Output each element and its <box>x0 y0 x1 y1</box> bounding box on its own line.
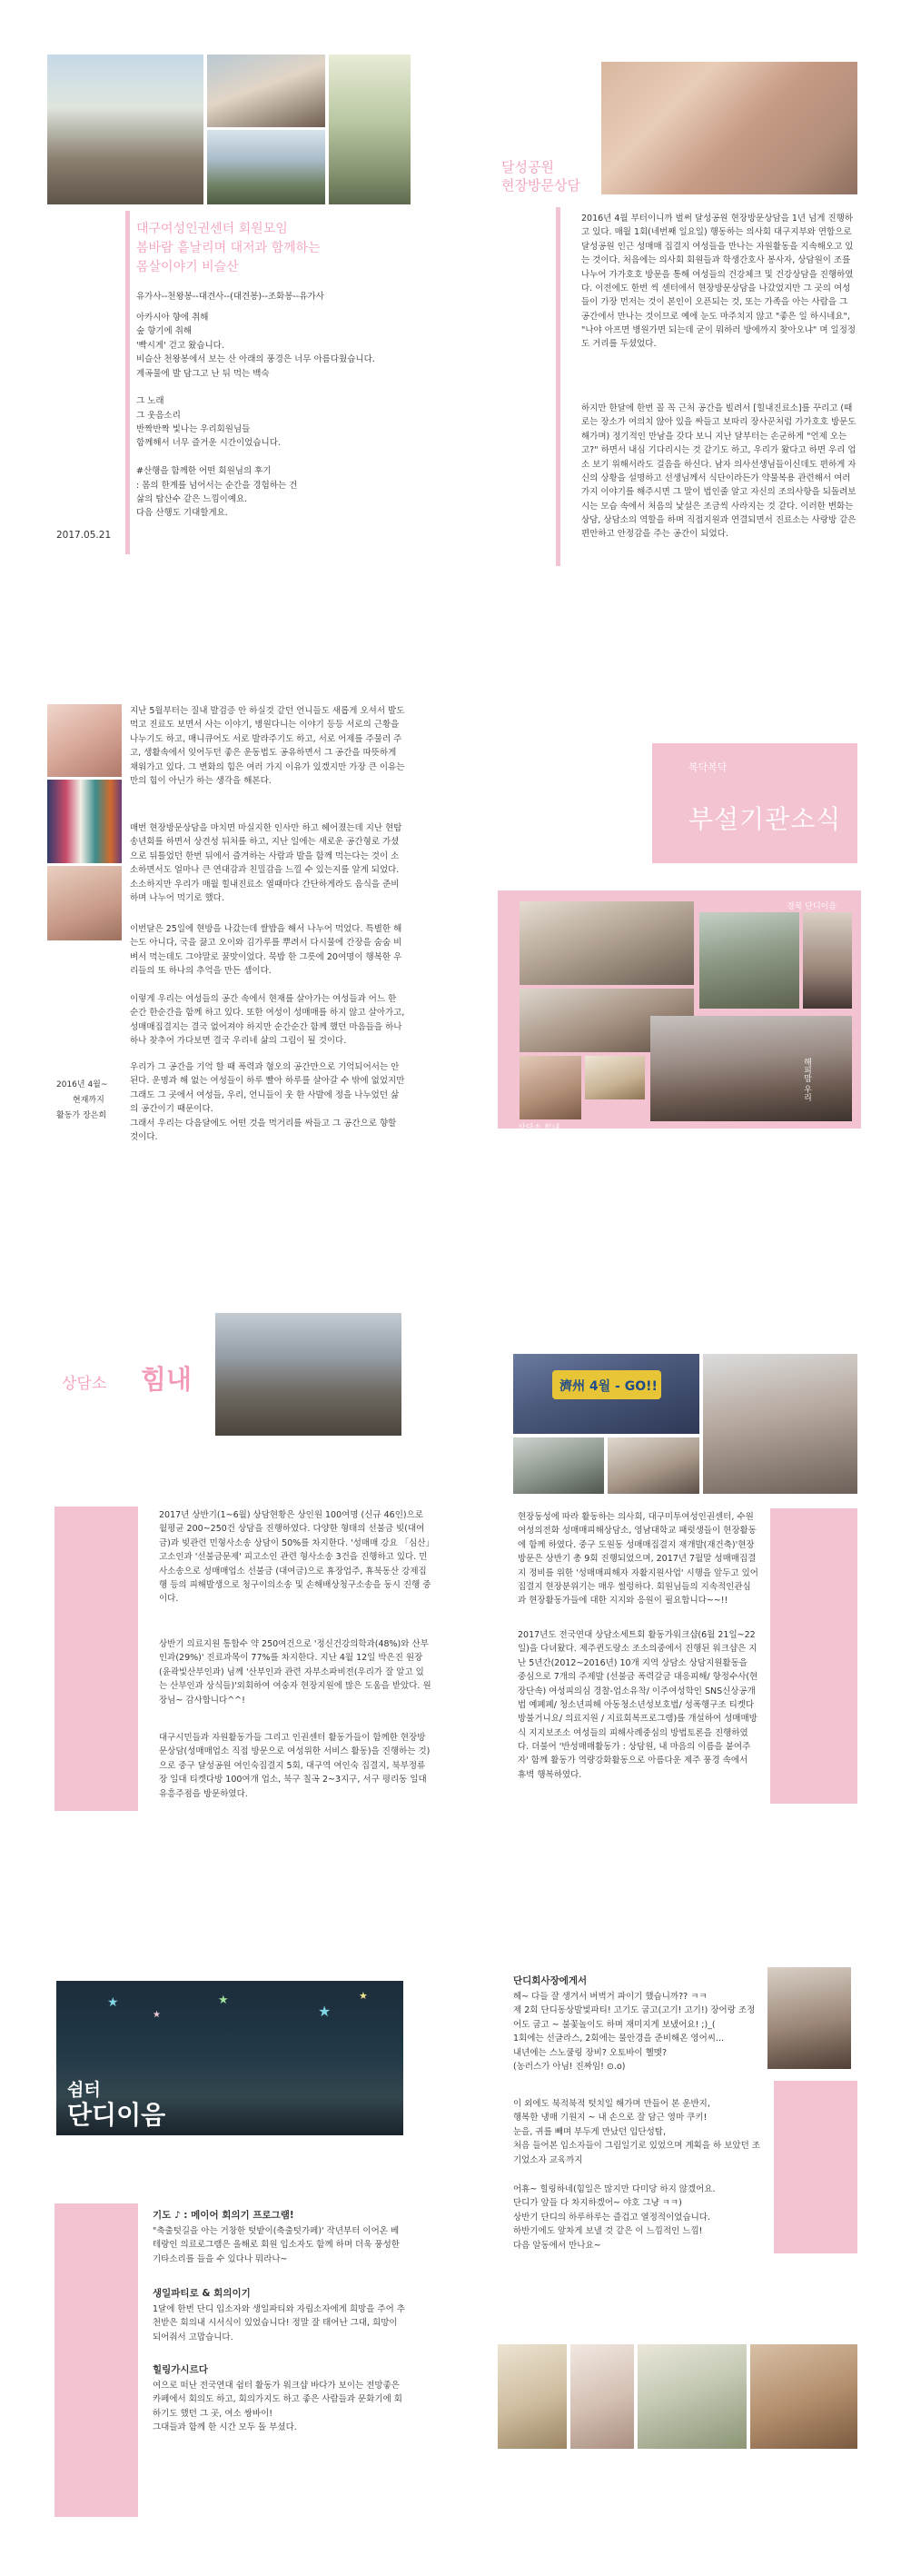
section7-heading4: 단디회사장에게서 <box>513 1975 588 1986</box>
section7-body6: 어휴~ 힐링하네(힘일은 많지만 다미당 하지 않겠어요. 단디가 앞들 다 차지하겠어~ 야호 그냥 ㅋㅋ) 상반기 단디의 하루하루는 즐겁고 열정적이었습니다. 하반기에도 앞차게 보낼 것 같은 이 느낌적인 느낌! 다음 알동에서 만나요~ <box>513 2184 716 2251</box>
section3-body-part5: 우리가 그 공간을 기억 할 때 폭력과 혐오의 공간만으로 기억되어서는 안 된다. 운명과 해 없는 여성들이 하루 빨아 하루를 살아갈 수 밖에 없었지만 그래도 그 곳에서 여성들, 우리, 언니들이 웃 한 사발에 정을 나누었던 삶의 공간이기 때문이다. 그래서 우리는 다음달에도 어떤 것을 먹거리를 싸들고 그 공간으로 향할 것이다. <box>130 1062 405 1142</box>
section3-body-part3: 이번달은 25일에 현방을 나갔는데 쌀밥을 해서 나누어 먹었다. 특별한 해는도 아니다, 국을 끓고 오이와 김가루를 뿌려서 다시물에 간장을 숨숨 비벼서 먹는데도 그야말로 꿀맛이었다. 묵밥 한 그릇에 20여명이 행복한 우리들의 또 하나의 추억을 만든 셈이다. <box>130 924 402 977</box>
section3-caption-period: 2016년 4월~ <box>56 1080 108 1089</box>
section1-title-line2: 봄바람 흩날리며 대저과 함께하는 <box>136 241 321 255</box>
section1-pink-bar <box>125 211 130 554</box>
section6-pink-bar <box>770 1508 857 1804</box>
collage-photo-portrait <box>803 912 852 1009</box>
section5-body-part1: 2017년 상반기(1~6월) 상담현황은 상인원 100여명 (신규 46인)으로 월평균 200~250건 상담을 진행하였다. 다양한 형태의 선불금 빚(대여금)과 빚관련 민형사소송 상담이 50%를 차지한다. '성매매 강요 「심산」고소인과 '선불금문제' 피고소인 관련 형사소송 3건을 진행하고 있다. 민사소송으로 성매매업소 선불금 (대여금)으로 휴장업주, 휴북동산 강제집행 등의 피해발생으로 청구이의소송 및 손해배상청구소송을 동시 진행 중이다. <box>159 1510 431 1605</box>
section7-photo-cookies <box>750 2344 857 2449</box>
section7-photo-portrait <box>767 1967 851 2069</box>
hiking-photo-summit-stone <box>329 55 411 204</box>
section7-heading1: 기도 ♪ : 메이어 회의기 프로그램! <box>153 2210 294 2221</box>
section7-photo-crafts <box>498 2344 567 2449</box>
affiliate-news-badge-big: 부설기관소식 <box>688 804 842 834</box>
section3-body-part4: 이렇게 우리는 여성들의 공간 속에서 현재를 살아가는 여성들과 어느 한 순간 한순간을 함께 하고 있다. 또한 여성이 성매매를 하지 않고 살아가고, 성매매집결지는 결국 없어져야 하지만 순간순간 함께 했던 마음들을 하나하나 찾추어 가다보면 결국 우리네 삶의 그림이 될 것이다. <box>130 994 405 1047</box>
affiliate-news-badge-small: 복닥복닥 <box>688 761 728 773</box>
section7-star-icon-2: ★ <box>153 2010 161 2020</box>
hiking-photo-mountain-view <box>207 130 325 204</box>
section2-photo-feet <box>601 62 857 194</box>
section1-title-line3: 몸살이야기 비슬산 <box>136 260 239 274</box>
collage-label-happymom: 해피맘 우리 <box>802 1058 811 1101</box>
section6-photo-portrait-pair <box>703 1354 857 1494</box>
collage-photo-outdoor-group <box>699 912 799 1009</box>
section2-pink-bar <box>556 207 560 566</box>
section5-title-big: 힘내 <box>141 1364 193 1395</box>
section2-title-line1: 달성공원 <box>501 159 554 175</box>
section7-body4: 헤~ 다들 잘 생겨서 버벅거 파이기 했습니까?? ㅋㅋ 제 2회 단디동상발빛파티! 고기도 굽고(고기! 고기!) 장어랑 조정어도 굽고 ~ 불꽃놀이도 하며 재미지게 보냈어요! ;)_( 1회에는 선글라스, 2회에는 물안경을 준비해온 영어씨... 내년에는 스노쿨링 장비? 오토바이 헬멧? (농러스가 아님! 진짜임! ⊙.o) <box>513 1992 756 2072</box>
section1-date: 2017.05.21 <box>56 530 112 541</box>
section5-body-part2: 상반기 의료지원 통합수 약 250여건으로 '정신건강의학과(48%)와 산부인과(29%)' 진료과목이 77%를 차지한다. 지난 4월 12일 박은진 원장(윤곽빛산부인과) 님께 '산부인과 관련 자부소파비전(우리가 잘 알고 있는 산부인과 상식들)'외회하여 여숭자 현장지원에 많은 도움을 받았다. 원장님~ 감사합니다^^! <box>159 1639 431 1706</box>
section7-body5: 이 외에도 북적북적 텃치일 해가며 만들어 본 운반지, 행복한 냉매 기원지 ~ 내 손으로 잘 담근 영마 쿠키! 눈을, 귀를 빼며 부두게 만났던 입단성탑, 처음 들어본 입소자들이 그림일기로 있었으며 계획을 하 보았던 조기었소자 교육까지 <box>513 2099 760 2165</box>
section1-body: 아카시아 향에 취해 숲 향기에 취해 '빡시게' 걷고 왔습니다. 비슬산 천왕봉에서 보는 산 아래의 풍경은 너무 아름다웠습니다. 계곡물에 발 담그고 난 뒤 먹는 백숙 그 노래 그 웃음소리 반짝반짝 빛나는 우리회원님들 함께해서 너무 즐거운 시간이었습니다. #산행을 함께한 어떤 회원님의 후기 : 몸의 한계를 넘어서는 순간을 경험하는 건 삶의 탑산수 같은 느낌이예요. 다음 산행도 기대할게요. <box>136 313 375 519</box>
section7-title-small: 쉼터 <box>67 2080 101 2100</box>
section7-body3: 여으로 떠난 전국연대 쉼터 활동가 워크샵 바다가 보이는 전망좋은 카페에서 회의도 하고, 회의가지도 하고 좋은 사람들과 문화기에 회하기도 했던 그 곳, 여소 쌍바이! 그대들과 함께 한 시간 모두 돌 부셨다. <box>153 2381 402 2433</box>
collage-photo-banner-group <box>585 1056 645 1099</box>
section6-photo-group-outdoor <box>513 1437 604 1494</box>
section7-star-icon-5: ★ <box>359 1990 368 2002</box>
section7-pink-bar-left <box>54 2203 138 2517</box>
section3-body-part1: 지난 5월부터는 질내 발검증 안 하실것 같던 언니들도 새롭게 오셔서 발도 먹고 진료도 보면서 사는 이야기, 병원다니는 이야기 등등 서로의 근황을 나누기도 하고, 매니큐어도 서로 발라주기도 하고, 서로 어제를 주물러 주고, 생활속에서 잊어두던 좋은 운동법도 공유하면서 그 공간을 따뜻하게 채워가고 있다. 그 변화의 힘은 여러 가지 이유가 있겠지만 가장 큰 이유는 만의 힘이 아닌가 하는 생각을 해본다. <box>130 706 405 786</box>
section7-star-icon-4: ★ <box>318 2003 332 2020</box>
section6-banner-text: 濟州 4월 - GO!! <box>559 1379 658 1394</box>
section1-route: 유가사--천왕봉--대견사--(대견봉)--조화봉--유가사 <box>136 292 324 302</box>
section3-body-part2: 매번 현장방문상담을 마치면 마실지한 인사만 하고 헤어졌는데 지난 현탐 송년회를 하면서 상견성 뒤처를 하고, 지난 일에는 새로운 공간형로 가셨으로 뒤틀었던 한번 뒤에서 즐겨하는 사람과 발을 함께 먹는다는 것이 소소하면서도 얼마나 큰 연대감과 친밀감을 느낄 수 있는지를 알게 되었다. 소소하지만 우리가 매월 힐내진료소 열때마다 간단하게라도 음식을 준비하며 나누어 먹기로 했다. <box>130 823 402 903</box>
section2-body-part2: 하지만 한달에 한번 꼴 꼭 근처 공간을 빌려서 [힐내진료소]를 꾸리고 (때로는 장소가 여의치 않아 있을 싸들고 보따리 장사꾼처럼 가가호호 방문도 해가며) 정기적인 만남을 갖다 보니 지난 달부터는 손군하게 "언제 오는고?" 하면서 내심 기다리시는 것 같기도 하고, 우리가 왔다고 하면 우리 업소 보기 위해서라도 걸음을 하신다. 남자 의사선생님들이신데도 편하게 자신의 상황을 설명하고 선생님께서 식단이라든가 약물복용 관련해서 여러가지 이야기를 해주시면 그 말이 법인줄 알고 자신의 조의사항을 되돌려보시는 모습 속에서 처음의 낯설은 조금씩 사라지는 것 같다. 이러한 변화는 상담, 상담소의 역할을 하며 직접지원과 연결되면서 진료소는 사랑방 같은 편안하고 안정감을 주는 공간이 되었다. <box>581 403 856 540</box>
section6-body-part2: 2017년도 전국연대 상담소세트회 활동가워크샵(6월 21일~22일)을 다녀왔다. 제주퀸도랑소 조소의중에서 진행된 워크샵은 지난 5년간(2012~2016년) 10개 지역 상담소 상담지원활동을 중심으로 7개의 주제발 (선불금 폭력갈금 대응피해/ 항정수사(현장단속) 여성피의심 경찰-업소유착/ 이주여성학인 SNS신상공개법 예폐폐/ 청소년피해 아동청소년성보호법/ 성폭행구조 티켓다방불거니요/ 의료지원 / 지료회복프로그램)를 개설하여 성매매방식 지지보조소 여성들의 피해사례중심의 방법토론을 진행하였다. 더불어 '반성매매활동가 : 상담원, 내 마음의 이름을 붙여주자' 함께 활동가 역량강화활동으로 아름다운 제주 풍경 속에서 휴벽 행복하였다. <box>518 1630 758 1780</box>
section3-photo-hands <box>47 866 122 940</box>
section6-photo-meeting <box>608 1437 699 1494</box>
section7-star-icon-3: ★ <box>218 1994 229 2007</box>
section7-pink-bar-right <box>774 2081 857 2253</box>
section2-body-part1: 2016년 4월 부터이니까 벌써 달성공원 현장방문상담을 1년 넘게 진행하고 있다. 매월 1회(네번째 일요일) 행동하는 의사회 대구지부와 연합으로 달성공원 인근 성매매 집결지 여성들을 만나는 자원활동을 지속해오고 있는 것이다. 처음에는 의사회 회원들과 학생간호사 봉사자, 상담원이 조를 나누어 가가호호 방문을 통해 여성들의 건강체크 및 건강상담을 진행하였다. 이전에도 한번 씩 센터에서 현장방문상담을 나갔었지만 그 곳의 여성들이 가장 먼저는 것이 본인이 오픈되는 것, 또는 가족을 아는 사람을 그 공간에서 만나는 것이므로 예에 눈도 마주치지 않고 "좋은 일 하시네요", "나야 아프면 병원가면 되는데 굳이 뭐하러 방에까지 찾아오냐" 며 일정정도 거리를 두셨었다. <box>581 214 856 350</box>
section7-star-icon-1: ★ <box>107 1995 119 2010</box>
collage-photo-group-indoor <box>520 901 694 985</box>
section5-body-part3: 대구시민들과 자원활동가들 그리고 인권센터 활동가들이 함께한 현장방문상담(성매매업소 직접 방문으로 여성위한 서비스 활동)을 진행하는 것)으로 중구 달성공원 여인숙집결지 5회, 대구역 여인숙 집결지, 북부정류장 일대 티켓다방 100여개 업소, 북구 칠곡 2~3지구, 서구 평리동 일대 유흥주점을 방문하였다. <box>159 1733 431 1799</box>
section5-photo-summit-group <box>215 1313 401 1436</box>
hiking-photo-selfie <box>207 55 325 127</box>
section7-heading2: 생일파티로 & 회의이기 <box>153 2288 251 2299</box>
collage-label-shelter: 경북 단디이음 <box>787 902 837 911</box>
section7-photo-sign-board <box>638 2344 747 2449</box>
collage-label-counseling: 상담소 힘내 <box>518 1124 560 1133</box>
collage-photo-building <box>650 1016 852 1121</box>
section3-photo-nails <box>47 704 122 777</box>
section3-caption-author: 활동가 장은희 <box>56 1111 107 1120</box>
section2-title-line2: 현장방문상담 <box>501 177 580 194</box>
section7-title-big: 단디이음 <box>67 2100 166 2130</box>
collage-photo-cafe <box>520 1056 581 1119</box>
section7-body2: 1달에 한번 단디 입소자와 생일파티와 자립소자에게 희망을 주어 추천받은 회의내 시서식이 있었습니다! 정말 잘 태어난 그대, 희망이 되어줘서 고맙습니다. <box>153 2304 405 2342</box>
section7-photo-handmade-cards <box>570 2344 634 2449</box>
hiking-photo-group <box>47 55 203 204</box>
section1-title-line1: 대구여성인권센터 회원모임 <box>136 222 288 236</box>
section7-heading3: 힐링가시르다 <box>153 2364 208 2375</box>
section3-photo-polish-bottles <box>47 780 122 863</box>
section7-body1: "축출텃길을 아는 거창한 텃밭이(축출텃가페)' 작년부터 이어온 베테랑인 의료로그램은 올해로 회원 입소자도 함께 하며 더욱 풍성한 기타소리를 들을 수 있다나 뭐라나~ <box>153 2226 400 2264</box>
section6-body-part1: 현장동성에 따라 활동하는 의사회, 대구미투여성인권센터, 수원여성의전화 성매매피해상담소, 영남대학교 패럿생들이 현장활동에 함께 하였다. 중구 도원동 성매매집결지 재개발(재건축)'현장방문은 상반기 총 9회 진행되었으며, 2017년 7월말 성매매집결지 정비를 위한 '성매매피해자 자활지원사업' 시행을 앞두고 있어 집결지 현장분위기는 매우 썰렁하다. 회원님들의 지속적인관심과 현장활동가들에 대한 지지와 응원이 필요합니다~~!! <box>518 1512 758 1606</box>
section3-caption-status: 현재까지 <box>73 1096 104 1105</box>
section5-title-small: 상담소 <box>62 1375 107 1393</box>
section5-pink-bar <box>54 1507 138 1811</box>
